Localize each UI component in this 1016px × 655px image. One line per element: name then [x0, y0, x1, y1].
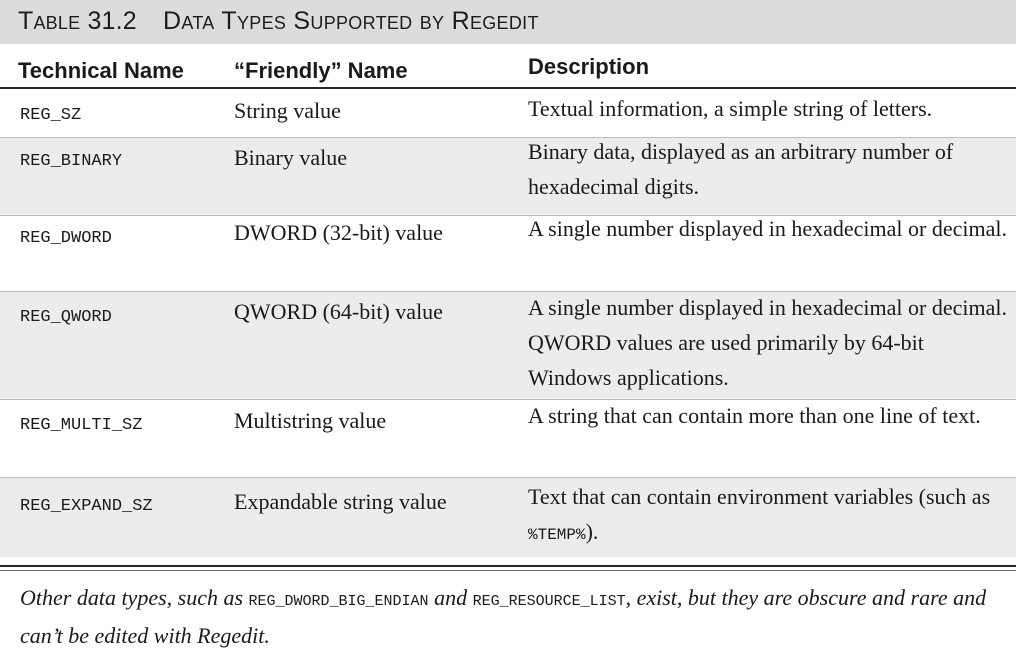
header-friendly-name: “Friendly” Name — [234, 58, 408, 83]
friendly-name-cell: String value — [234, 98, 341, 123]
footnote-text: Other data types, such as — [20, 585, 249, 610]
description-text-end: ). — [585, 519, 599, 544]
friendly-name-cell: Binary value — [234, 145, 348, 170]
env-variable-code: %TEMP% — [528, 526, 586, 544]
technical-name-cell: REG_QWORD — [20, 308, 112, 327]
table-bottom-rule-thin — [0, 570, 1016, 571]
description-cell: A single number displayed in hexadecimal or decimal. — [528, 216, 1007, 241]
header-technical-name: Technical Name — [18, 58, 184, 83]
technical-name-cell: REG_MULTI_SZ — [20, 416, 143, 435]
friendly-name-cell: DWORD (32-bit) value — [234, 220, 443, 245]
footnote-text: and — [428, 585, 473, 610]
footnote-code: REG_DWORD_BIG_ENDIAN — [248, 593, 429, 610]
friendly-name-cell: Multistring value — [234, 408, 387, 433]
table-title: Data Types Supported by Regedit — [163, 7, 539, 35]
description-text: Text that can contain environment variables (such as — [528, 484, 991, 509]
description-cell: Binary data, displayed as an arbitrary number of hexadecimal digits. — [528, 139, 954, 199]
footnote-code: REG_RESOURCE_LIST — [472, 593, 626, 610]
table-footnote — [20, 581, 1010, 653]
description-cell: Textual information, a simple string of letters. — [528, 96, 933, 121]
technical-name-cell: REG_EXPAND_SZ — [20, 497, 153, 516]
header-description: Description — [528, 54, 650, 79]
footnote-text: , exist, but they are obscure and rare and can’t be edited with Regedit. — [20, 585, 987, 648]
description-cell — [528, 479, 1012, 553]
row-divider — [0, 477, 1016, 478]
technical-name-cell: REG_DWORD — [20, 229, 112, 248]
description-cell: A single number displayed in hexadecimal or decimal. QWORD values are used primarily by 64-bit Windows applications. — [528, 295, 1007, 390]
description-cell: A string that can contain more than one line of text. — [528, 403, 981, 428]
friendly-name-cell: Expandable string value — [234, 489, 447, 514]
table-number: Table 31.2 — [18, 7, 137, 35]
header-rule — [0, 87, 1016, 89]
technical-name-cell: REG_SZ — [20, 106, 82, 125]
friendly-name-cell: QWORD (64-bit) value — [234, 299, 443, 324]
technical-name-cell: REG_BINARY — [20, 152, 123, 171]
table-bottom-rule — [0, 565, 1016, 567]
